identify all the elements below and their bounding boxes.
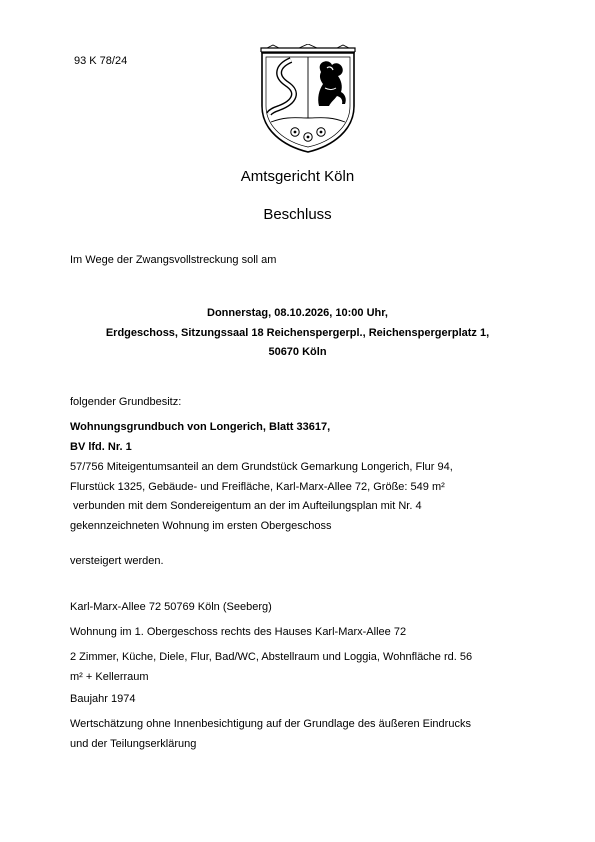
case-reference: 93 K 78/24 bbox=[74, 55, 128, 67]
property-address: Karl-Marx-Allee 72 50769 Köln (Seeberg) bbox=[70, 601, 272, 613]
document-title: Beschluss bbox=[263, 206, 332, 223]
auction-date-block bbox=[70, 304, 525, 363]
property-rooms: 2 Zimmer, Küche, Diele, Flur, Bad/WC, Abstellraum und Loggia, Wohnfläche rd. 56 m² + Kellerraum bbox=[70, 651, 473, 683]
auction-city: 50670 Köln bbox=[268, 346, 327, 358]
property-unit: Wohnung im 1. Obergeschoss rechts des Hauses Karl-Marx-Allee 72 bbox=[70, 626, 407, 638]
year-built: Baujahr 1974 bbox=[70, 693, 136, 705]
auction-statement: versteigert werden. bbox=[70, 555, 164, 567]
court-name: Amtsgericht Köln bbox=[240, 168, 355, 185]
valuation-note: Wertschätzung ohne Innenbesichtigung auf der Grundlage des äußeren Eindrucks und der Teilungserklärung bbox=[70, 718, 471, 750]
land-register-entry: BV lfd. Nr. 1 bbox=[70, 440, 132, 453]
property-description: 57/756 Miteigentumsanteil an dem Grundstück Gemarkung Longerich, Flur 94, Flurstück 1325, Gebäude- und Freifläche, Karl-Marx-Allee 72, Größe: 549 m² verbunden mit dem Sondereigentum an der im Aufteilungsplan mit Nr. 4 gekennzeichneten Wohnung im ersten Obergeschoss bbox=[70, 461, 453, 532]
land-register-block bbox=[70, 418, 530, 457]
auction-location: Erdgeschoss, Sitzungssaal 18 Reichenspergerpl., Reichenspergerplatz 1, bbox=[105, 326, 490, 339]
coat-of-arms-icon bbox=[257, 44, 359, 154]
auction-date: Donnerstag, 08.10.2026, 10:00 Uhr, bbox=[207, 307, 388, 319]
property-intro: folgender Grundbesitz: bbox=[70, 396, 182, 408]
intro-text: Im Wege der Zwangsvollstreckung soll am bbox=[70, 254, 277, 266]
land-register-sheet: Wohnungsgrundbuch von Longerich, Blatt 33617, bbox=[70, 421, 331, 433]
